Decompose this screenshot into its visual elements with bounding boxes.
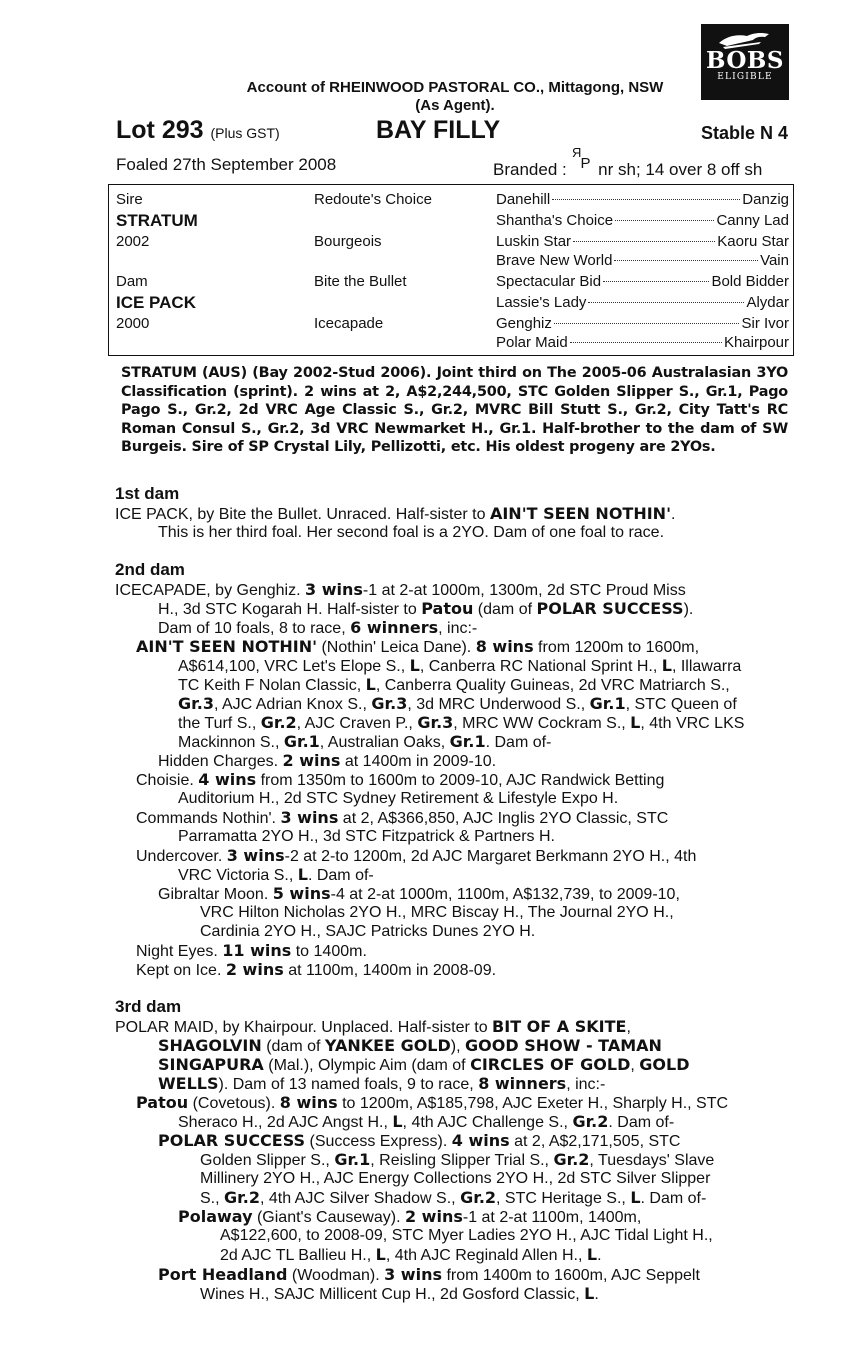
gen3-row [496, 252, 789, 269]
dam-label: Dam [116, 273, 148, 290]
progeny-line: A$614,100, VRC Let's Elope S., L, Canberra RC National Sprint H., L, Illawarra [178, 656, 742, 675]
gen3-sire: Danzig [742, 191, 789, 208]
progeny-line: Cardinia 2YO H., SAJC Patricks Dunes 2YO H. [200, 923, 536, 940]
progeny-line: Sheraco H., 2d AJC Angst H., L, 4th AJC Challenge S., Gr.2. Dam of- [178, 1112, 675, 1131]
third-dam-line: WELLS). Dam of 13 named foals, 9 to race, 8 winners, inc:- [158, 1074, 606, 1093]
gen3-ancestor: Polar Maid [496, 334, 568, 351]
gen3-row [496, 273, 789, 290]
lot-sex: BAY FILLY [376, 116, 501, 144]
progeny-night-eyes: Night Eyes. 11 wins to 1400m. [136, 941, 367, 960]
logo-text-eligible: ELIGIBLE [717, 72, 773, 82]
second-dam-line: H., 3d STC Kogarah H. Half-sister to Patou (dam of POLAR SUCCESS). [158, 599, 694, 618]
gen3-sire: Canny Lad [716, 212, 789, 229]
progeny-hidden-charges: Hidden Charges. 2 wins at 1400m in 2009-10. [158, 751, 497, 770]
second-dam-heading: 2nd dam [115, 560, 185, 579]
progeny-aint-seen-nothin: AIN'T SEEN NOTHIN' (Nothin' Leica Dane). 8 wins from 1200m to 1600m, [136, 637, 700, 656]
progeny-line: Gr.3, AJC Adrian Knox S., Gr.3, 3d MRC Underwood S., Gr.1, STC Queen of [178, 694, 737, 713]
logo-text-bobs: BOBS [706, 47, 784, 74]
progeny-line: Parramatta 2YO H., 3d STC Fitzpatrick & Partners H. [178, 828, 555, 845]
brand-mark-bottom: P [580, 155, 591, 172]
progeny-line: Golden Slipper S., Gr.1, Reisling Slipper Trial S., Gr.2, Tuesdays' Slave [200, 1150, 715, 1169]
sire-dam: Bourgeois [314, 233, 382, 250]
gen3-sire: Alydar [746, 294, 789, 311]
progeny-patou: Patou (Covetous). 8 wins to 1200m, A$185,798, AJC Exeter H., Sharply H., STC [136, 1093, 729, 1112]
progeny-gibraltar-moon: Gibraltar Moon. 5 wins-4 at 2-at 1000m, 1100m, A$132,739, to 2009-10, [158, 884, 680, 903]
vendor-agent: (As Agent). [415, 97, 495, 114]
first-dam-line: ICE PACK, by Bite the Bullet. Unraced. Half-sister to AIN'T SEEN NOTHIN'. [115, 504, 676, 523]
gen3-ancestor: Shantha's Choice [496, 212, 614, 229]
gen3-ancestor: Luskin Star [496, 233, 572, 250]
first-dam-line: This is her third foal. Her second foal is a 2YO. Dam of one foal to race. [158, 524, 665, 541]
progeny-polaway: Polaway (Giant's Causeway). 2 wins-1 at 2-at 1100m, 1400m, [178, 1207, 642, 1226]
third-dam-line: SHAGOLVIN (dam of YANKEE GOLD), GOOD SHOW - TAMAN [158, 1036, 662, 1055]
foaled-date: Foaled 27th September 2008 [116, 155, 337, 174]
progeny-line: Auditorium H., 2d STC Sydney Retirement & Lifestyle Expo H. [178, 790, 619, 807]
gen3-row [496, 334, 789, 351]
bobs-eligible-logo [701, 24, 789, 100]
branded-label: Branded : [493, 160, 572, 179]
sire-label: Sire [116, 191, 143, 208]
lot-label: Lot 293 [116, 116, 204, 144]
dam-name: ICE PACK [116, 293, 196, 312]
progeny-line: VRC Victoria S., L. Dam of- [178, 865, 374, 884]
sire-year: 2002 [116, 233, 150, 250]
dam-sire: Bite the Bullet [314, 273, 407, 290]
pedigree-table [108, 184, 794, 356]
third-dam-line: POLAR MAID, by Khairpour. Unplaced. Half-sister to BIT OF A SKITE, [115, 1017, 631, 1036]
branded-line [493, 145, 763, 180]
brand-mark [571, 145, 593, 175]
second-dam-line: ICECAPADE, by Genghiz. 3 wins-1 at 2-at 1000m, 1300m, 2d STC Proud Miss [115, 580, 686, 599]
gen3-row [496, 294, 789, 311]
gst-note: (Plus GST) [210, 125, 280, 141]
gen3-ancestor: Genghiz [496, 315, 552, 332]
first-dam-heading: 1st dam [115, 484, 180, 503]
progeny-line: 2d AJC TL Ballieu H., L, 4th AJC Reginald Allen H., L. [220, 1245, 602, 1264]
branded-text: nr sh; 14 over 8 off sh [593, 160, 763, 179]
progeny-line: A$122,600, to 2008-09, STC Myer Ladies 2YO H., AJC Tidal Light H., [220, 1227, 713, 1244]
progeny-polar-success: POLAR SUCCESS (Success Express). 4 wins at 2, A$2,171,505, STC [158, 1131, 681, 1150]
gen3-ancestor: Spectacular Bid [496, 273, 602, 290]
third-dam-line: SINGAPURA (Mal.), Olympic Aim (dam of CIRCLES OF GOLD, GOLD [158, 1055, 690, 1074]
progeny-undercover: Undercover. 3 wins-2 at 2-to 1200m, 2d AJC Margaret Berkmann 2YO H., 4th [136, 846, 697, 865]
progeny-line: S., Gr.2, 4th AJC Silver Shadow S., Gr.2, STC Heritage S., L. Dam of- [200, 1188, 707, 1207]
stable-number: Stable N 4 [700, 123, 788, 143]
gen3-row [496, 315, 789, 332]
brand-mark-top: R [572, 145, 582, 160]
progeny-line: Wines H., SAJC Millicent Cup H., 2d Gosford Classic, L. [200, 1284, 599, 1303]
gen3-ancestor: Brave New World [496, 252, 613, 269]
gen3-ancestor: Danehill [496, 191, 551, 208]
gen3-sire: Vain [760, 252, 789, 269]
sire-summary: STRATUM (AUS) (Bay 2002-Stud 2006). Joint third on The 2005-06 Australasian 3YO Classification (sprint). 2 wins at 2, A$2,244,500, STC Golden Slipper S., Gr.1, Pago Pago S., Gr.2, 2d VRC Age Classic S., Gr.2, MVRC Bill Stutt S., Gr.2, City Tatt's RC Roman Consul S., Gr.2, 3d VRC Newmarket H., Gr.1. Half-brother to the dam of SW Burgeis. Sire of SP Crystal Lily, Pellizotti, etc. His oldest progeny are 2YOs. [121, 365, 788, 455]
progeny-commands-nothin: Commands Nothin'. 3 wins at 2, A$366,850, AJC Inglis 2YO Classic, STC [136, 808, 669, 827]
second-dam-line: Dam of 10 foals, 8 to race, 6 winners, inc:- [158, 618, 478, 637]
gen3-sire: Sir Ivor [741, 315, 789, 332]
sire-name: STRATUM [116, 211, 198, 230]
gen3-ancestor: Lassie's Lady [496, 294, 587, 311]
gen3-sire: Kaoru Star [717, 233, 789, 250]
progeny-line: TC Keith F Nolan Classic, L, Canberra Quality Guineas, 2d VRC Matriarch S., [178, 675, 730, 694]
gen3-sire: Khairpour [723, 334, 789, 351]
lot-header [116, 116, 788, 148]
progeny-line: Millinery 2YO H., AJC Energy Collections 2YO H., 2d STC Silver Slipper [200, 1170, 711, 1187]
dam-year: 2000 [116, 315, 150, 332]
gen3-row [496, 233, 789, 250]
vendor-account: Account of RHEINWOOD PASTORAL CO., Mittagong, NSW [246, 79, 664, 96]
third-dam-heading: 3rd dam [115, 997, 182, 1016]
lot-number [116, 116, 280, 145]
progeny-line: Mackinnon S., Gr.1, Australian Oaks, Gr.1. Dam of- [178, 732, 552, 751]
progeny-line: the Turf S., Gr.2, AJC Craven P., Gr.3, MRC WW Cockram S., L, 4th VRC LKS [178, 713, 745, 732]
gen3-row [496, 212, 789, 229]
progeny-kept-on-ice: Kept on Ice. 2 wins at 1100m, 1400m in 2008-09. [136, 960, 497, 979]
progeny-line: VRC Hilton Nicholas 2YO H., MRC Biscay H., The Journal 2YO H., [200, 904, 674, 921]
dam-dam: Icecapade [314, 315, 384, 332]
gen3-row [496, 191, 789, 208]
gen3-sire: Bold Bidder [711, 273, 789, 290]
sire-sire: Redoute's Choice [314, 191, 432, 208]
progeny-choisie: Choisie. 4 wins from 1350m to 1600m to 2009-10, AJC Randwick Betting [136, 770, 665, 789]
progeny-port-headland: Port Headland (Woodman). 3 wins from 1400m to 1600m, AJC Seppelt [158, 1265, 700, 1284]
